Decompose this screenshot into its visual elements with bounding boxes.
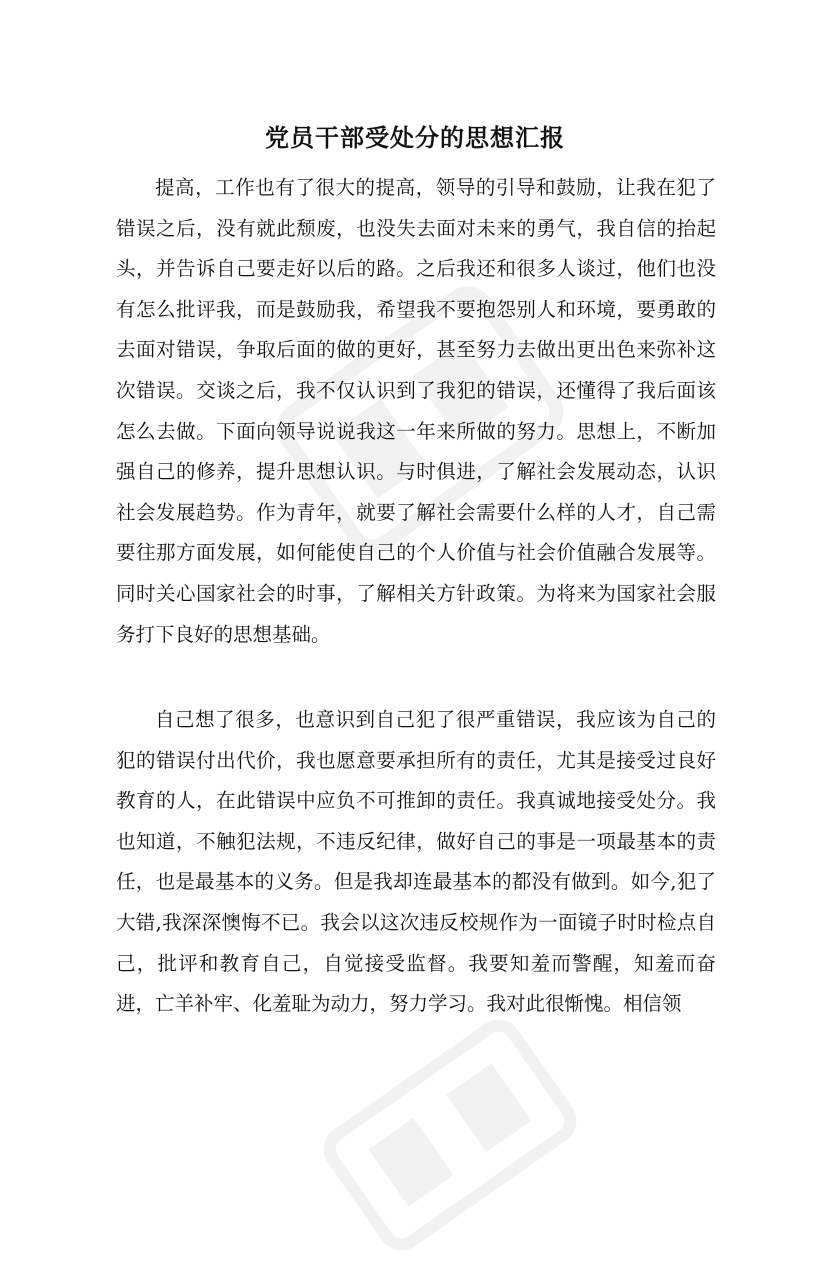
document-title: 党员干部受处分的思想汇报 <box>265 123 565 152</box>
paragraph-2: 自己想了很多，也意识到自己犯了很严重错误，我应该为自己的犯的错误付出代价，我也愿意要承担所有的责任，尤其是接受过良好教育的人，在此错误中应负不可推卸的责任。我真诚地接受处分。我也知道，不触犯法规，不违反纪律，做好自己的事是一项最基本的责任，也是最基本的义务。但是我却连最基本的都没有做到。如今,犯了大错,我深深懊悔不已。我会以这次违反校规作为一面镜子时时检点自己，批评和教育自己，自觉接受监督。我要知羞而警醒，知羞而奋进，亡羊补牢、化羞耻为动力，努力学习。我对此很惭愧。相信领 <box>116 708 716 1016</box>
watermark-logo-icon-2 <box>309 1005 592 1265</box>
paragraph-1: 提高，工作也有了很大的提高，领导的引导和鼓励，让我在犯了错误之后，没有就此颓废，也没失去面对未来的勇气，我自信的抬起头，并告诉自己要走好以后的路。之后我还和很多人谈过，他们也没有怎么批评我，而是鼓励我，希望我不要抱怨别人和环境，要勇敢的去面对错误，争取后面的做的更好，甚至努力去做出更出色来弥补这次错误。交谈之后，我不仅认识到了我犯的错误，还懂得了我后面该怎么去做。下面向领导说说我这一年来所做的努力。思想上，不断加强自己的修养，提升思想认识。与时俱进，了解社会发展动态，认识社会发展趋势。作为青年，就要了解社会需要什么样的人才，自己需要往那方面发展，如何能使自己的个人价值与社会价值融合发展等。同时关心国家社会的时事，了解相关方针政策。为将来为国家社会服务打下良好的思想基础。 <box>116 176 716 646</box>
